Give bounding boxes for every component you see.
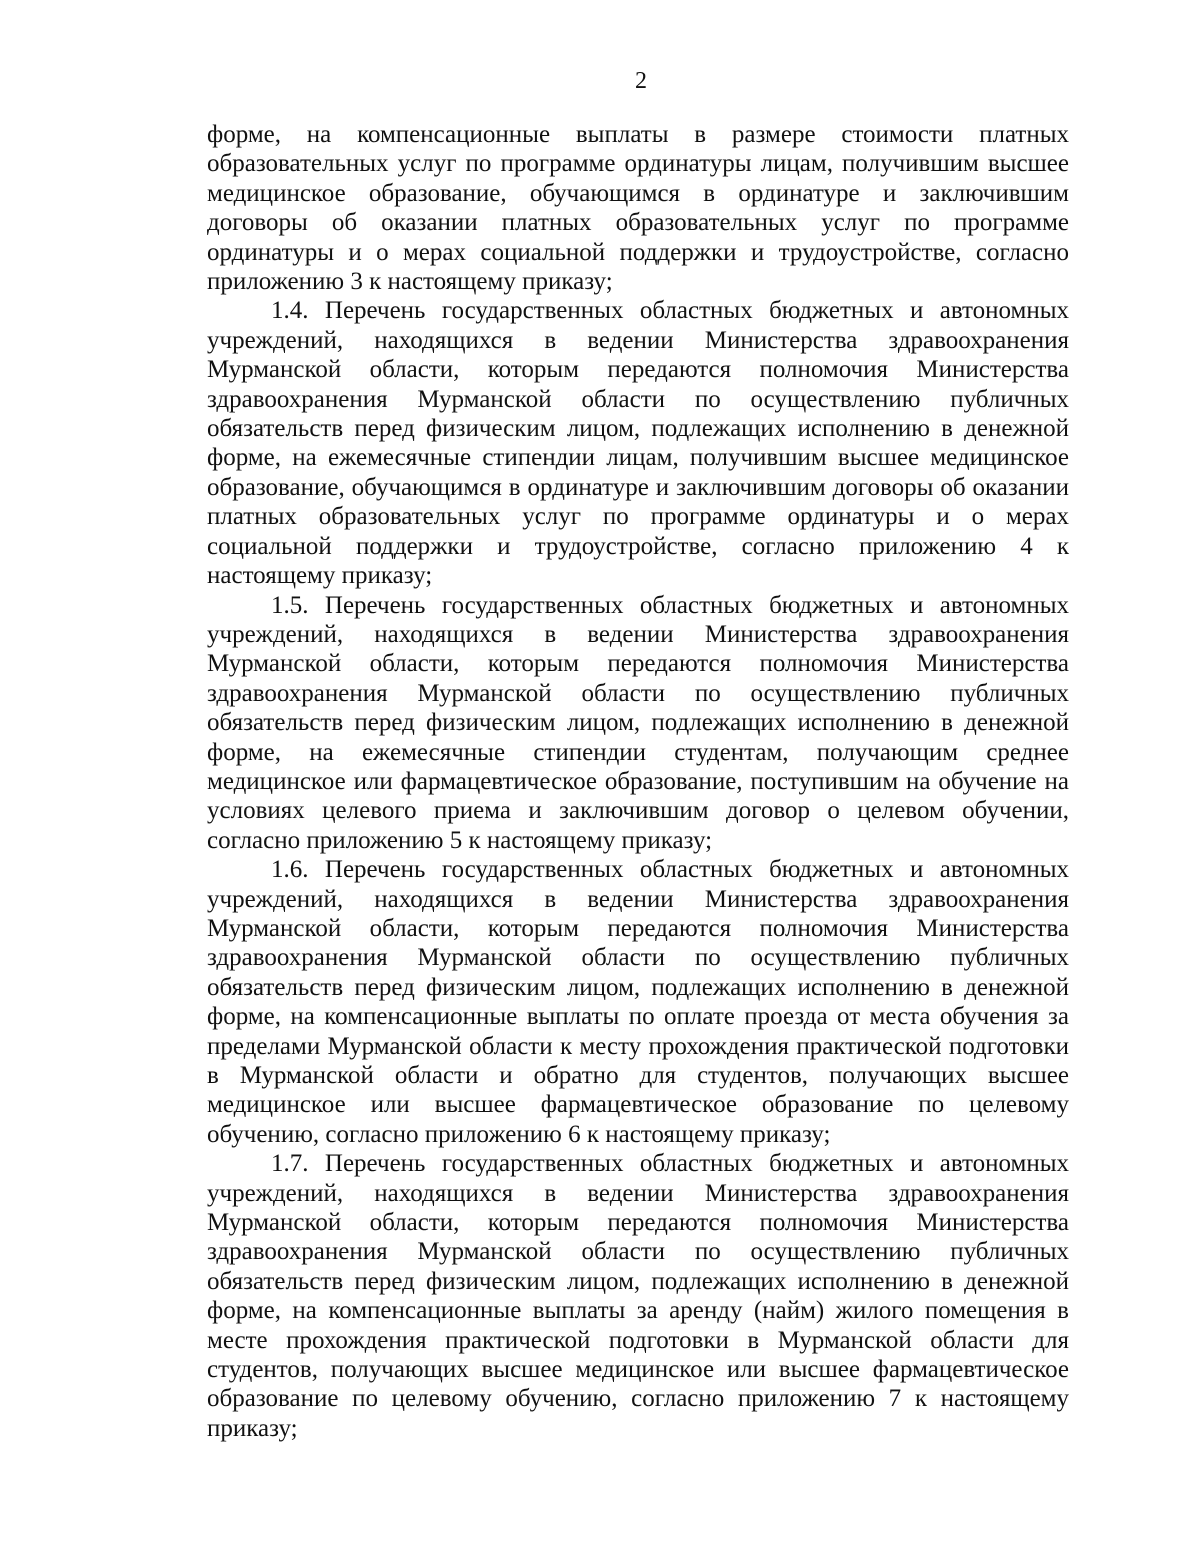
paragraph-item-1-4: 1.4. Перечень государственных областных бюджетных и автономных учреждений, находящихся в ведении Министерства здравоохранения Мурманской области, которым передаются полномочия Министерства здравоохранения Мурманской области по осуществлению публичных обязательств перед физическим лицом, подлежащих исполнению в денежной форме, на ежемесячные стипендии лицам, получившим высшее медицинское образование, обучающимся в ординатуре и заключившим договоры об оказании платных образовательных услуг по программе ординатуры и о мерах социальной поддержки и трудоустройстве, согласно приложению 4 к настоящему приказу; <box>207 297 1069 590</box>
paragraph-continuation: форме, на компенсационные выплаты в размере стоимости платных образовательных услуг по программе ординатуры лицам, получившим высшее медицинское образование, обучающимся в ординатуре и заключившим договоры об оказании платных образовательных услуг по программе ординатуры и о мерах социальной поддержки и трудоустройстве, согласно приложению 3 к настоящему приказу; <box>207 121 1069 296</box>
paragraph-item-1-5: 1.5. Перечень государственных областных бюджетных и автономных учреждений, находящихся в ведении Министерства здравоохранения Мурманской области, которым передаются полномочия Министерства здравоохранения Мурманской области по осуществлению публичных обязательств перед физическим лицом, подлежащих исполнению в денежной форме, на ежемесячные стипендии студентам, получающим среднее медицинское или фармацевтическое образование, поступившим на обучение на условиях целевого приема и заключившим договор о целевом обучении, согласно приложению 5 к настоящему приказу; <box>207 591 1069 854</box>
paragraph-item-1-7: 1.7. Перечень государственных областных бюджетных и автономных учреждений, находящихся в ведении Министерства здравоохранения Мурманской области, которым передаются полномочия Министерства здравоохранения Мурманской области по осуществлению публичных обязательств перед физическим лицом, подлежащих исполнению в денежной форме, на компенсационные выплаты за аренду (найм) жилого помещения в месте прохождения практической подготовки в Мурманской области для студентов, получающих высшее медицинское или высшее фармацевтическое образование по целевому обучению, согласно приложению 7 к настоящему приказу; <box>207 1150 1069 1442</box>
document-body <box>207 120 1069 1443</box>
paragraph-item-1-6: 1.6. Перечень государственных областных бюджетных и автономных учреждений, находящихся в ведении Министерства здравоохранения Мурманской области, которым передаются полномочия Министерства здравоохранения Мурманской области по осуществлению публичных обязательств перед физическим лицом, подлежащих исполнению в денежной форме, на компенсационные выплаты по оплате проезда от места обучения за пределами Мурманской области к месту прохождения практической подготовки в Мурманской области и обратно для студентов, получающих высшее медицинское или высшее фармацевтическое образование по целевому обучению, согласно приложению 6 к настоящему приказу; <box>207 856 1069 1148</box>
page-number: 2 <box>635 68 647 94</box>
